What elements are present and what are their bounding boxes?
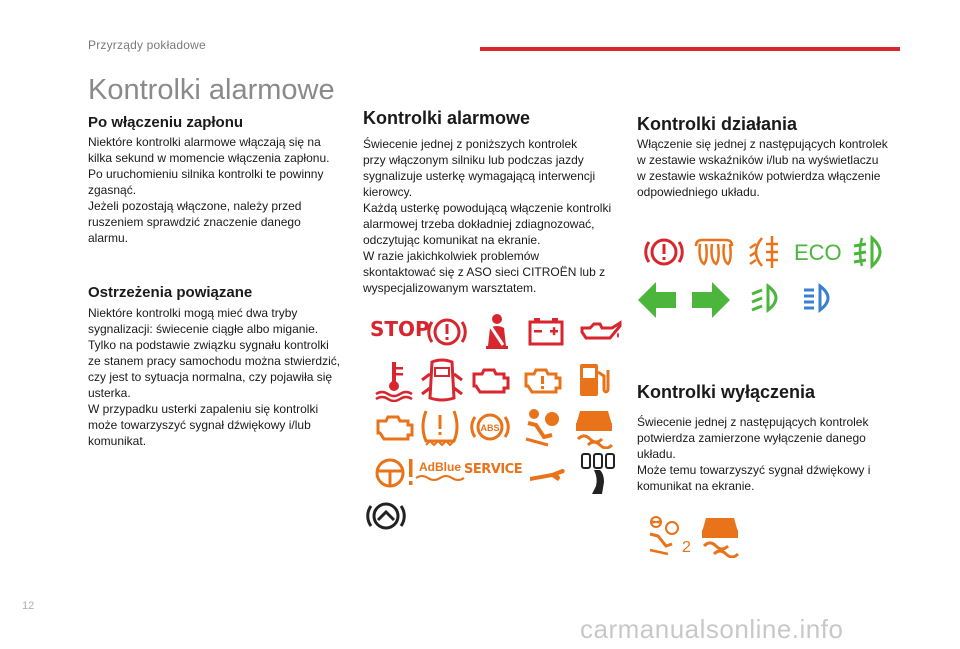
skid-control-off-icon xyxy=(696,514,744,558)
warning-lamps-heading: Kontrolki alarmowe xyxy=(363,108,531,128)
tyre-pressure-icon xyxy=(416,405,464,449)
deactivation-lamps-body: Świecenie jednej z następujących kontrolek potwierdza zamierzone wyłączenie danego układu. Może temu towarzyszyć sygnał dźwiękowy i komunikat na ekranie. xyxy=(637,415,871,493)
stop-icon: STOP xyxy=(370,317,430,341)
turn-right-icon xyxy=(688,278,734,322)
warning-lamps-body: Świecenie jednej z poniższych kontrolek przy włączonym silniku lub podczas jazdy sygnalizuje usterkę wymagającą interwencji kierowcy. Każdą usterkę powodującą włączenie kontrolki alarmowej trzeba dokładniej zdiagnozować, odczytując komunikat na ekranie. W razie jakichkolwiek problemów skontaktować się z ASO sieci CITROËN lub z wyspecjalizowanym warsztatem. xyxy=(363,137,612,295)
page-number: 12 xyxy=(22,600,35,612)
power-steering-icon xyxy=(370,451,418,495)
abs-label: ABS xyxy=(480,423,500,433)
function-lamps-body: Włączenie się jednej z następujących kontrolek w zestawie wskaźników i/lub na wyświetlaczu w zestawie wskaźników potwierdza włączenie odpowiedniego układu. xyxy=(637,137,888,199)
rear-fog-icon xyxy=(742,230,790,274)
oil-pressure-icon xyxy=(576,310,624,354)
brake-indicator-icon xyxy=(640,230,688,274)
eco-icon: ECO xyxy=(794,240,842,265)
section-title: Przyrządy pokładowe xyxy=(88,38,206,52)
engine-fault-icon xyxy=(466,358,514,402)
watermark: carmanualsonline.info xyxy=(580,614,844,644)
passenger-airbag-label: 2 xyxy=(682,539,691,556)
glow-plug-icon xyxy=(690,230,738,274)
engine-warning-icon xyxy=(518,358,566,402)
wrench-icon xyxy=(522,451,570,495)
ignition-body: Niektóre kontrolki alarmowe włączają się na kilka sekund w momencie włączenia zapłonu. Po uruchomieniu silnika kontrolki te powinny zgasnąć. Jeżeli pozostają włączone, należy przed ruszeniem sprawdzić znaczenie danego alarmu. xyxy=(88,135,330,245)
header-accent-rule xyxy=(480,47,900,51)
front-fog-icon xyxy=(848,230,896,274)
passenger-airbag-off-icon xyxy=(644,514,692,558)
door-open-icon xyxy=(418,358,466,402)
adblue-icon xyxy=(412,460,468,482)
battery-icon xyxy=(522,310,570,354)
ignition-heading: Po włączeniu zapłonu xyxy=(88,114,244,131)
skid-control-icon xyxy=(570,405,618,449)
coolant-temperature-icon xyxy=(370,358,418,402)
electric-parking-brake-icon xyxy=(362,494,410,538)
foot-on-brake-icon xyxy=(578,448,622,496)
seatbelt-icon xyxy=(472,310,520,354)
airbag-off-icon xyxy=(518,405,566,449)
warnings-heading: Ostrzeżenia powiązane xyxy=(88,284,253,301)
adblue-label: AdBlue xyxy=(419,460,461,474)
turn-left-icon xyxy=(634,278,680,322)
brake-warning-icon xyxy=(423,310,471,354)
page-title: Kontrolki alarmowe xyxy=(88,74,335,106)
abs-icon xyxy=(466,405,514,449)
low-beam-icon xyxy=(744,276,792,320)
deactivation-lamps-heading: Kontrolki wyłączenia xyxy=(637,382,816,402)
warnings-body: Niektóre kontrolki mogą mieć dwa tryby sygnalizacji: świecenie ciągłe albo miganie. Tylko na podstawie związku sygnału kontrolki ze stanem pracy samochodu można stwierdzić, czy jest to sytuacja normalna, czy pojawiła się usterka. W przypadku usterki zapaleniu się kontrolki może towarzyszyć sygnał dźwiękowy i/lub komunikat. xyxy=(88,306,341,448)
service-icon: SERVICE xyxy=(464,462,523,477)
fuel-level-icon xyxy=(570,358,618,402)
engine-service-icon xyxy=(370,405,418,449)
function-lamps-heading: Kontrolki działania xyxy=(637,114,798,134)
high-beam-icon xyxy=(796,276,844,320)
